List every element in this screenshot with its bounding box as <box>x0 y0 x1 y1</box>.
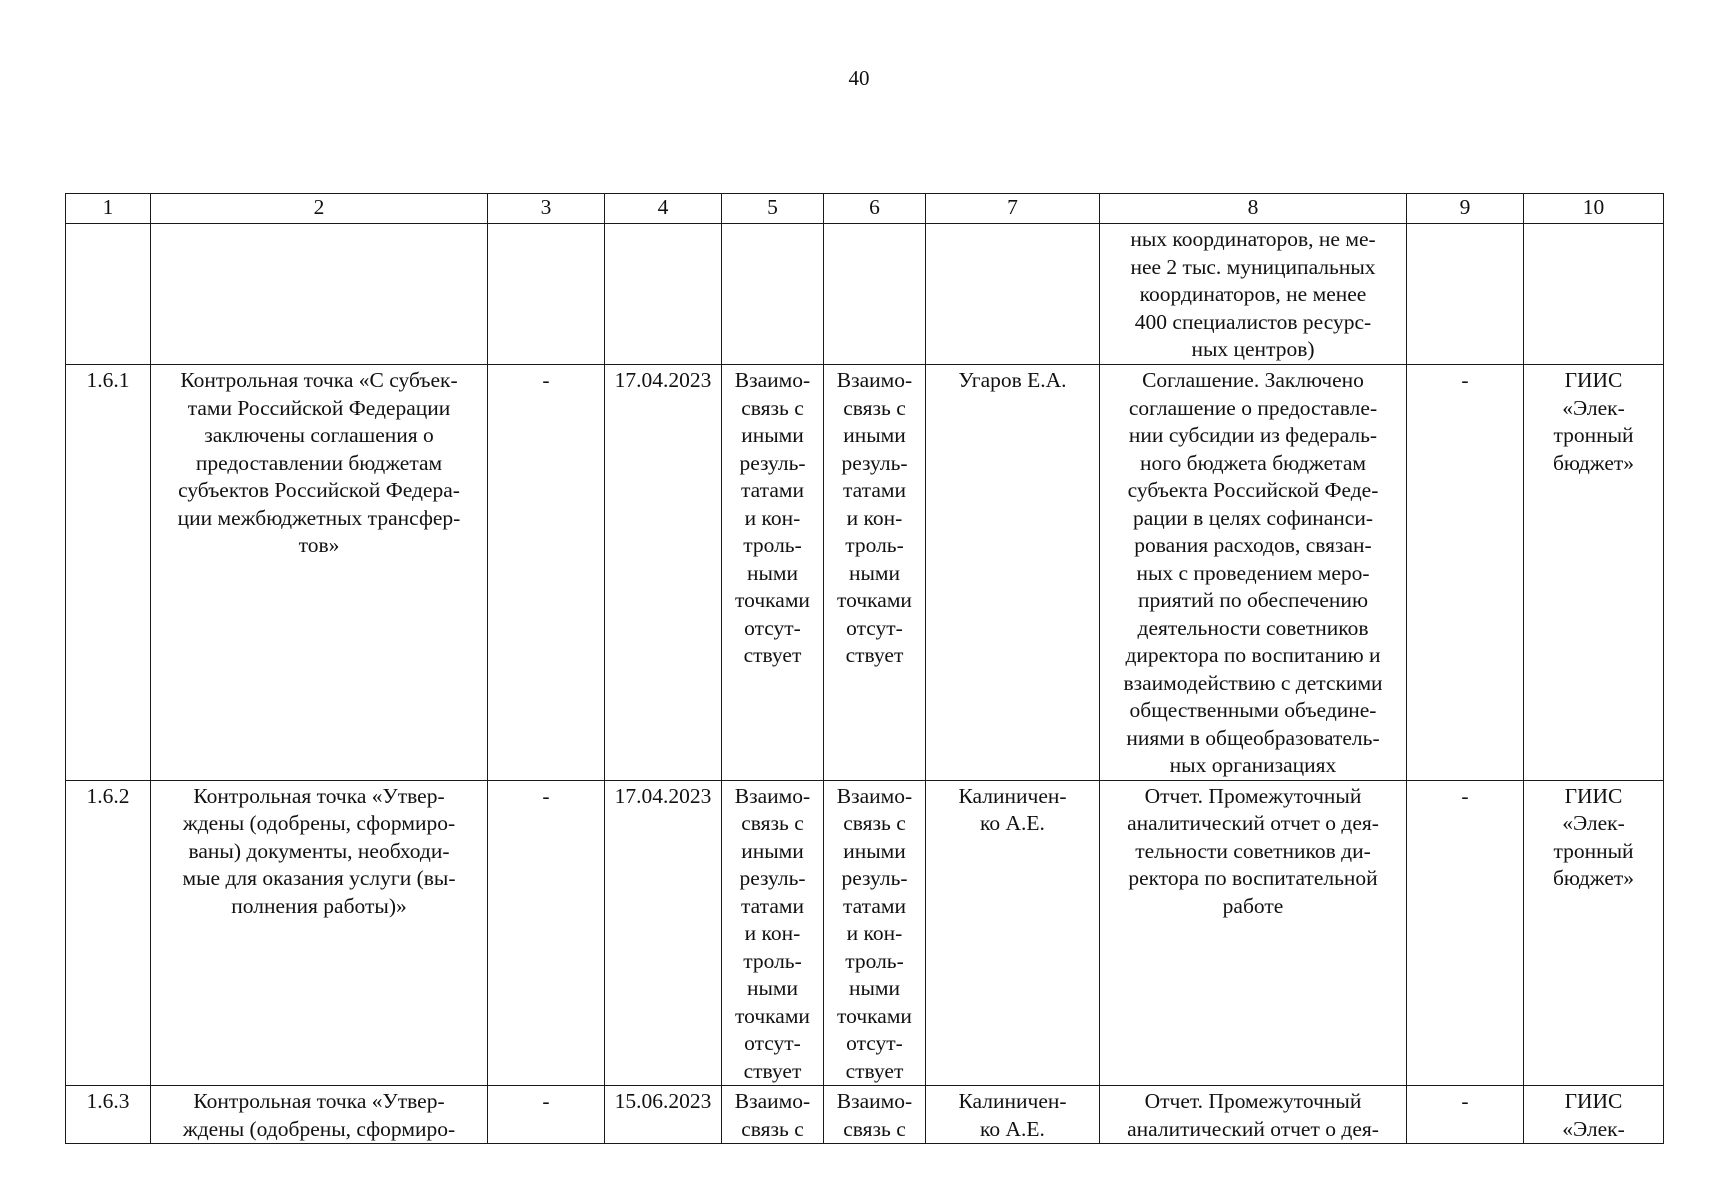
successor-cell: Взаимо- связь с иными резуль- татами и кон- троль- ными точками отсут- ствует <box>824 780 926 1086</box>
column-9-cell: - <box>1407 365 1524 781</box>
column-9-cell <box>1407 224 1524 365</box>
start-date-cell <box>488 224 605 365</box>
column-9-cell: - <box>1407 780 1524 1086</box>
predecessor-cell: Взаимо- связь с <box>722 1086 824 1144</box>
result-description-cell: Отчет. Промежуточный аналитический отчет о дея- <box>1100 1086 1407 1144</box>
column-9-cell: - <box>1407 1086 1524 1144</box>
start-date-cell: - <box>488 1086 605 1144</box>
information-system-cell: ГИИС «Элек- тронный бюджет» <box>1524 780 1664 1086</box>
result-description-cell: Соглашение. Заключено соглашение о предоставле- нии субсидии из федераль- ного бюджета бюджетам субъекта Российской Феде- рации в целях софинанси- рования расходов, связан- ных с проведением меро- приятий по обеспечению деятельности советников директора по воспитанию и взаимодействию с детскими общественными объедине- ниями в общеобразователь- ных организациях <box>1100 365 1407 781</box>
row-number-cell <box>66 224 151 365</box>
end-date-cell: 17.04.2023 <box>605 365 722 781</box>
column-number-2: 2 <box>151 194 488 224</box>
start-date-cell: - <box>488 365 605 781</box>
column-number-10: 10 <box>1524 194 1664 224</box>
event-name-cell <box>151 224 488 365</box>
information-system-cell <box>1524 224 1664 365</box>
table-row <box>66 1086 1664 1144</box>
end-date-cell <box>605 224 722 365</box>
successor-cell <box>824 224 926 365</box>
event-name-cell: Контрольная точка «С субъек- тами Российской Федерации заключены соглашения о предоставлении бюджетам субъектов Российской Федера- ции межбюджетных трансфер- тов» <box>151 365 488 781</box>
column-number-5: 5 <box>722 194 824 224</box>
column-number-9: 9 <box>1407 194 1524 224</box>
table-row <box>66 780 1664 1086</box>
column-number-4: 4 <box>605 194 722 224</box>
event-name-cell: Контрольная точка «Утвер- ждены (одобрены, сформиро- ваны) документы, необходи- мые для оказания услуги (вы- полнения работы)» <box>151 780 488 1086</box>
successor-cell: Взаимо- связь с <box>824 1086 926 1144</box>
information-system-cell: ГИИС «Элек- <box>1524 1086 1664 1144</box>
column-number-7: 7 <box>926 194 1100 224</box>
results-table <box>65 193 1664 1144</box>
start-date-cell: - <box>488 780 605 1086</box>
responsible-cell: Калиничен- ко А.Е. <box>926 1086 1100 1144</box>
end-date-cell: 15.06.2023 <box>605 1086 722 1144</box>
column-number-3: 3 <box>488 194 605 224</box>
column-number-6: 6 <box>824 194 926 224</box>
table-row <box>66 365 1664 781</box>
page-number: 40 <box>848 66 870 90</box>
column-number-8: 8 <box>1100 194 1407 224</box>
predecessor-cell: Взаимо- связь с иными резуль- татами и кон- троль- ными точками отсут- ствует <box>722 365 824 781</box>
table-header-row <box>66 194 1664 224</box>
row-number-cell: 1.6.2 <box>66 780 151 1086</box>
column-number-1: 1 <box>66 194 151 224</box>
event-name-cell: Контрольная точка «Утвер- ждены (одобрены, сформиро- <box>151 1086 488 1144</box>
predecessor-cell: Взаимо- связь с иными резуль- татами и кон- троль- ными точками отсут- ствует <box>722 780 824 1086</box>
result-description-cell: Отчет. Промежуточный аналитический отчет о дея- тельности советников ди- ректора по воспитательной работе <box>1100 780 1407 1086</box>
successor-cell: Взаимо- связь с иными резуль- татами и кон- троль- ными точками отсут- ствует <box>824 365 926 781</box>
end-date-cell: 17.04.2023 <box>605 780 722 1086</box>
result-description-cell: ных координаторов, не ме- нее 2 тыс. муниципальных координаторов, не менее 400 специалистов ресурс- ных центров) <box>1100 224 1407 365</box>
row-number-cell: 1.6.1 <box>66 365 151 781</box>
responsible-cell: Угаров Е.А. <box>926 365 1100 781</box>
table-row <box>66 224 1664 365</box>
row-number-cell: 1.6.3 <box>66 1086 151 1144</box>
predecessor-cell <box>722 224 824 365</box>
responsible-cell <box>926 224 1100 365</box>
responsible-cell: Калиничен- ко А.Е. <box>926 780 1100 1086</box>
information-system-cell: ГИИС «Элек- тронный бюджет» <box>1524 365 1664 781</box>
